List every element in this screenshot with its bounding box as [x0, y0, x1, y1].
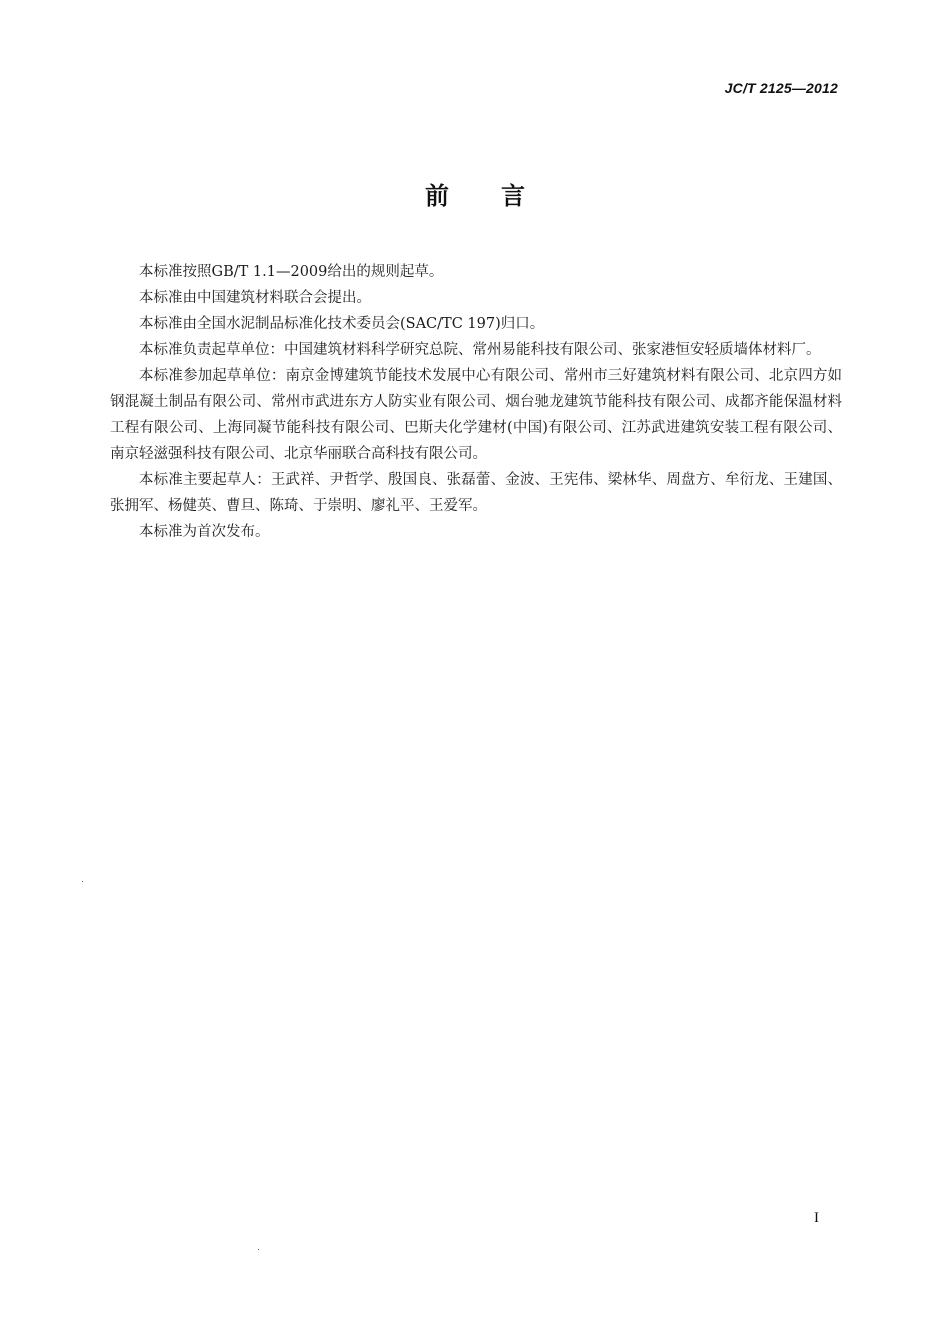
foreword-body [110, 259, 842, 545]
paragraph-participating-drafters: 本标准参加起草单位：南京金博建筑节能技术发展中心有限公司、常州市三好建筑材料有限公司、北京四方如钢混凝土制品有限公司、常州市武进东方人防实业有限公司、烟台驰龙建筑节能科技有限公司、成都齐能保温材料工程有限公司、上海同凝节能科技有限公司、巴斯夫化学建材(中国)有限公司、江苏武进建筑安装工程有限公司、南京轻滋强科技有限公司、北京华丽联合高科技有限公司。 [110, 368, 842, 462]
paragraph-main-drafters: 本标准主要起草人：王武祥、尹哲学、殷国良、张磊蕾、金波、王宪伟、梁林华、周盘方、牟衍龙、王建国、张拥军、杨健英、曹旦、陈琦、于崇明、廖礼平、王爱军。 [110, 472, 842, 514]
scan-speck [258, 1249, 259, 1250]
paragraph-lead-drafters: 本标准负责起草单位：中国建筑材料科学研究总院、常州易能科技有限公司、张家港恒安轻质墙体材料厂。 [139, 342, 821, 358]
paragraph-proposer: 本标准由中国建筑材料联合会提出。 [139, 290, 371, 306]
page-title: 前言 [425, 181, 577, 210]
paragraph-first-release: 本标准为首次发布。 [139, 524, 270, 540]
paragraph-administrator: 本标准由全国水泥制品标准化技术委员会(SAC/TC 197)归口。 [139, 316, 545, 332]
scan-speck [82, 881, 83, 882]
standard-code: JC/T 2125—2012 [724, 80, 838, 96]
page-number: I [814, 1210, 819, 1226]
paragraph-drafting-rules: 本标准按照GB/T 1.1—2009给出的规则起草。 [139, 264, 444, 280]
